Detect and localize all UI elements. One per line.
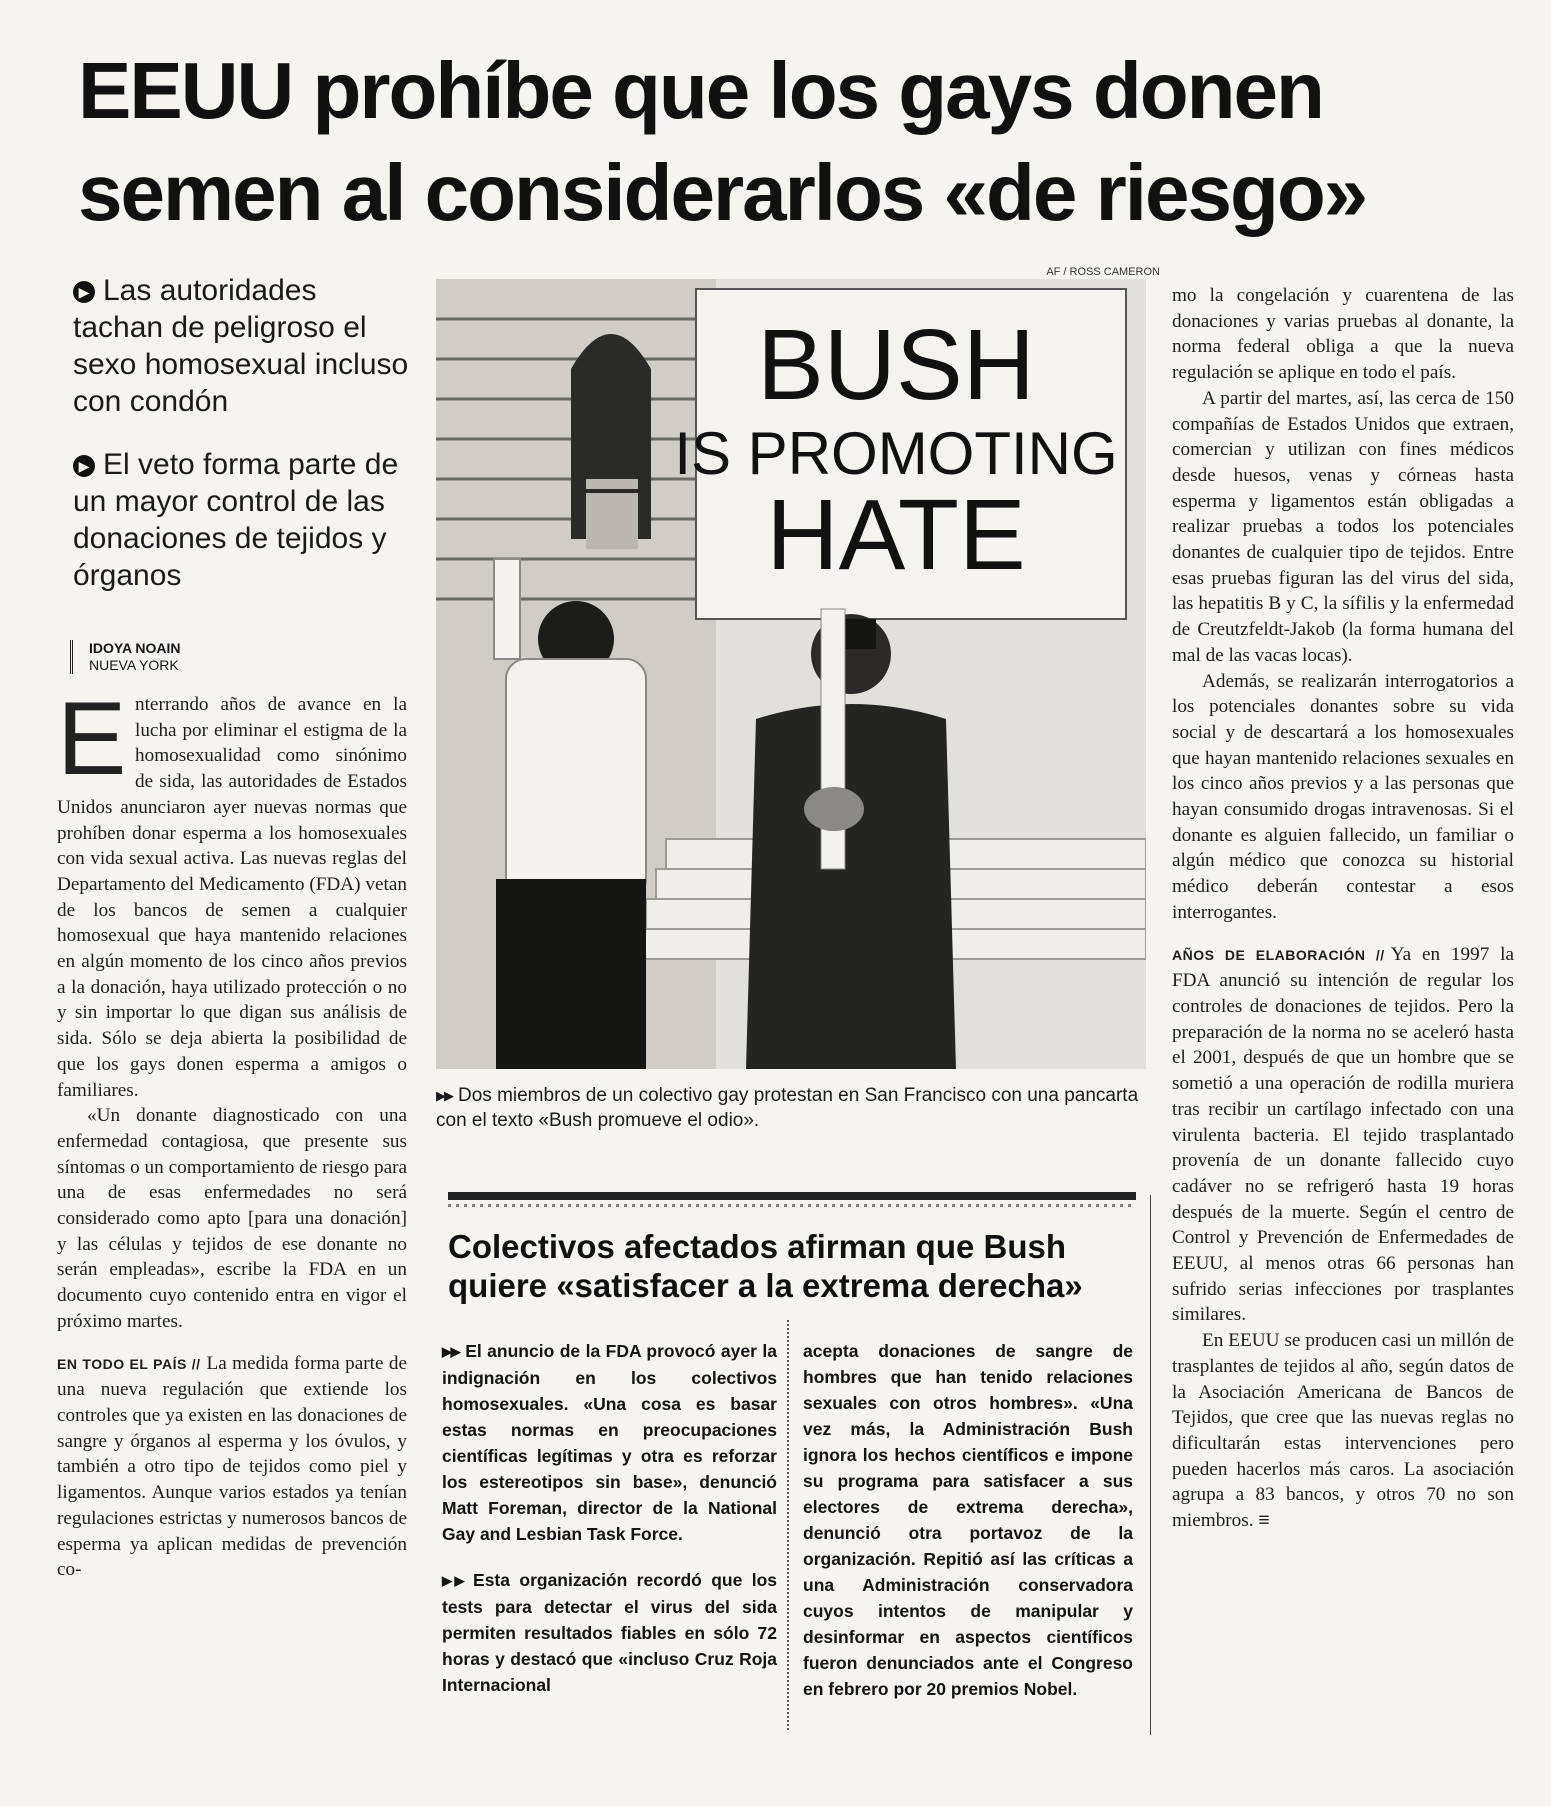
byline [70,640,389,674]
deck-text: El veto forma parte de un mayor control de las donaciones de tejidos y órganos [73,448,399,592]
body-paragraph: mo la congelación y cuarentena de las donaciones y varias pruebas al donante, la norma federal obliga a que la nueva regulación se aplique en todo el país. [1172,285,1514,384]
sidebar-top-rule [448,1192,1136,1200]
double-arrow-icon: ▶▶ [442,1344,460,1359]
body-column-1 [57,681,408,1583]
body-paragraph [57,1351,407,1583]
paragraph-text: Esta organización recordó que los tests para detectar el virus del sida permiten resultados fiables en sólo 72 horas y destacó que «incluso Cruz Roja Internacional [442,1570,777,1695]
headline [78,40,1528,244]
deck-item [73,446,413,594]
headline-line-1: EEUU prohíbe que los gays donen [78,46,1323,135]
paragraph-text: El anuncio de la FDA provocó ayer la indignación en los colectivos homosexuales. «Una cosa es basar estas normas en preocupaciones científicas legítimas y otra es reforzar los estereotipos sin base», denunció Matt Foreman, director de la National Gay and Lesbian Task Force. [442,1341,777,1544]
section-heading: EN TODO EL PAÍS // [57,1355,201,1372]
body-paragraph [1172,942,1514,1329]
sidebar-paragraph [442,1567,777,1698]
photo-credit: AF / ROSS CAMERON [1046,266,1160,278]
sidebar-title: Colectivos afectados afirman que Bush quiere «satisfacer a la extrema derecha» [448,1228,1083,1304]
headline-line-2: semen al considerarlos «de riesgo» [78,148,1367,237]
body-paragraph: «Un donante diagnosticado con una enfermedad contagiosa, que presente sus síntomas o un comportamiento de riesgo para una de esas enfermedades no será considerado como apto [para una donación] y las células y tejidos de ese donante no serán empleadas», escribe la FDA en un documento cuyo contenido entra en vigor el próximo martes. [57,1105,407,1332]
body-paragraph [57,681,407,1103]
body-paragraph: A partir del martes, así, las cerca de 150 compañías de Estados Unidos que extraen, comercian y utilizan con fines médicos desde huesos, venas y córneas hasta esperma y ligamentos están obligadas a realizar pruebas a todos los potenciales donantes de cualquier tipo de tejidos. Entre esas pruebas figuran las del virus del sida, las hepatitis B y C, la sífilis y la enfermedad de Creutzfeldt-Jakob (la forma humana del mal de las vacas locas). [1172,387,1514,666]
body-column-3 [1172,283,1514,1534]
sidebar-dotted-rule [448,1204,1136,1207]
photo-caption [436,1083,1148,1133]
sidebar-column-2 [803,1338,1133,1722]
sign-text-line-2: IS PROMOTING [674,420,1118,487]
paragraph-text: La medida forma parte de una nueva regulación que extiende los controles que ya existen en las donaciones de sangre y órganos al esperma y los óvulos, y también a otro tipo de tejidos como piel y ligamentos. Aunque varios estados ya tenían regulaciones estrictas y numerosos bancos de esperma ya aplican medidas de prevención co- [57,1352,408,1581]
paragraph-text: En EEUU se producen casi un millón de trasplantes de tejidos al año, según datos de la Asociación Americana de Bancos de Tejidos, que cree que las nuevas reglas no dificultarán estas intervenciones pero pueden hacerlos más caros. La asociación agrupa a 83 bancos, y otros 70 no son miembros. [1172,1330,1514,1532]
arrow-bullet-icon: ▶ [73,455,95,477]
sidebar-paragraph [442,1338,777,1547]
column-divider [1150,1195,1151,1735]
paragraph-text: Ya en 1997 la FDA anunció su intención de regular los controles de donaciones de tejidos. Pero la preparación de la norma no se aceleró hasta el 2001, después de que un hombre que se sometió a una operación de rodilla muriera tras recibir un cartílago infectado con una virulenta bacteria. El tejido trasplantado provenía de un donante fallecido cuyo cadáver no se refrigeró hasta 19 horas después de la muerte. Según el centro de Control y Prevención de Enfermedades de EEUU, al menos otras 66 personas han sufrido serias infecciones por trasplantes similares. [1172,943,1514,1326]
drop-cap: E [57,681,127,797]
deck [73,272,413,620]
deck-item [73,272,413,420]
deck-text: Las autoridades tachan de peligroso el sexo homosexual incluso con condón [73,274,409,418]
body-paragraph: Además, se realizarán interrogatorios a los potenciales donantes sobre su vida social y de descartará a los homosexuales que hayan mantenido relaciones sexuales en los cinco años previos y a las personas que hayan consumido drogas intravenosas. Si el donante es alguien fallecido, un familiar o algún médico que conozca su historial médico deberán contestar a esos interrogantes. [1172,670,1514,923]
paragraph-text: nterrando años de avance en la lucha por eliminar el estigma de la homosexualidad como sinónimo de sida, las autoridades de Estados Unidos anunciaron ayer nuevas normas que prohíben donar esperma a los homosexuales con vida sexual activa. Las nuevas reglas del Departamento del Medicamento (FDA) vetan de los bancos de semen a cualquier homosexual que haya mantenido relaciones en algún momento de los cinco años previos a la donación, haya utilizado protección o no y sin importar lo que digan sus análisis de sida. Sólo se deja abierta la posibilidad de que los gays donen esperma a amigos o familiares. [57,694,407,1101]
byline-place: NUEVA YORK [89,657,179,673]
sign-text-line-1: BUSH [757,309,1035,421]
sidebar-paragraph: acepta donaciones de sangre de hombres que han tenido relaciones sexuales con otros hombres». «Una vez más, la Administración Bush ignora los hechos científicos e impone su programa para satisfacer a sus electores de extrema derecha», denunció otra portavoz de la organización. Repitió así las críticas a una Administración conservadora cuyos intentos de manipular y desinformar en aspectos científicos fueron denunciados ante el Congreso en febrero por 20 premios Nobel. [803,1341,1133,1699]
section-heading: AÑOS DE ELABORACIÓN // [1172,946,1385,963]
byline-author: IDOYA NOAIN [89,640,181,656]
sidebar-column-divider [787,1320,789,1730]
protest-photo [436,279,1146,1069]
end-mark-icon: ≡ [1258,1510,1270,1532]
double-arrow-icon: ▶▶ [442,1573,468,1588]
sign-text-line-3: HATE [766,479,1026,591]
double-arrow-icon: ▶▶ [436,1088,452,1103]
sidebar-column-1 [442,1338,777,1718]
arrow-bullet-icon: ▶ [73,281,95,303]
protest-photo-illustration [436,279,1146,1069]
caption-text: Dos miembros de un colectivo gay protestan en San Francisco con una pancarta con el texto «Bush promueve el odio». [436,1085,1139,1131]
body-paragraph [1172,1328,1514,1534]
